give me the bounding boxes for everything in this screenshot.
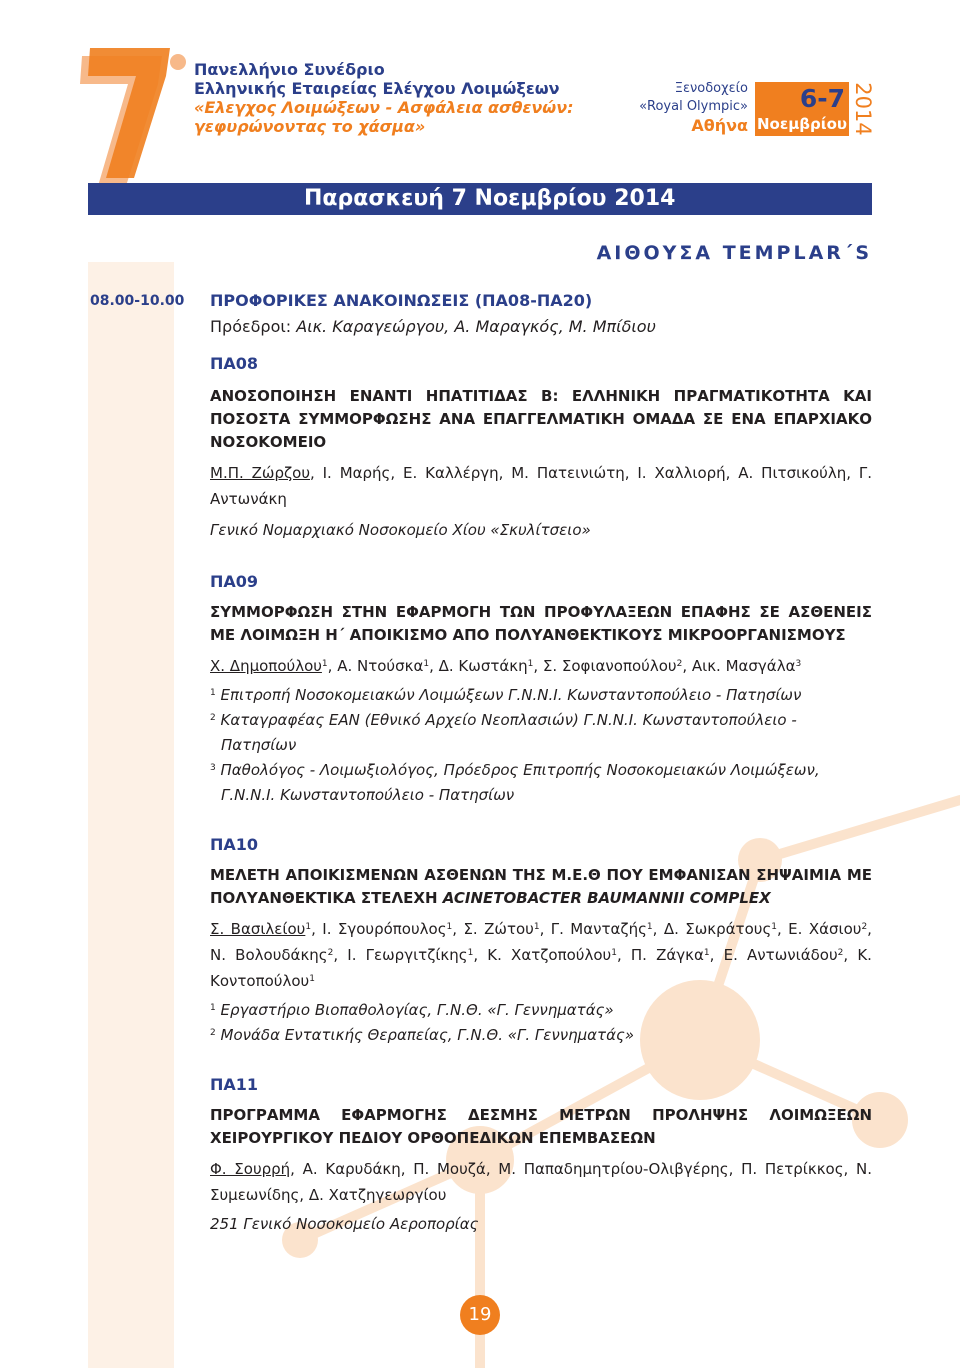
pa11-title: ΠΡΟΓΡΑΜΜΑ ΕΦΑΡΜΟΓΗΣ ΔΕΣΜΗΣ ΜΕΤΡΩΝ ΠΡΟΛΗΨΗΣ ΛΟΙΜΩΞΕΩΝ ΧΕΙΡΟΥΡΓΙΚΟΥ ΠΕΔΙΟΥ ΟΡΘΟΠΕΔΙΚΩΝ ΕΠΕΜΒΑΣΕΩΝ: [210, 1106, 872, 1147]
author-affiliation-index: 1: [611, 948, 617, 958]
author-separator: ,: [843, 946, 858, 964]
author-name: Αικ. Μασγάλα: [691, 657, 796, 675]
author-affiliation-index: 1: [703, 948, 710, 958]
author-affiliation-index: 1: [467, 948, 474, 958]
author-name: Γ. Μανταζής: [550, 920, 647, 938]
author-name: Ε. Αντωνιάδου: [723, 946, 838, 964]
session-time: 08.00-10.00: [90, 293, 185, 309]
affiliation-index: 1: [210, 688, 216, 698]
affiliation-line: [210, 683, 872, 708]
affiliation-index: 1: [210, 1003, 216, 1013]
author-separator: ,: [333, 946, 348, 964]
pa11-presenter: Φ. Σουρρή: [210, 1160, 291, 1178]
pa08-code: ΠΑ08: [210, 354, 259, 373]
pa08-presenter: Μ.Π. Ζώρζου: [210, 464, 310, 482]
author-name: Σ. Βασιλείου: [210, 920, 306, 938]
author-separator: ,: [533, 657, 543, 675]
pa08-title: ΑΝΟΣΟΠΟΙΗΣΗ ΕΝΑΝΤΙ ΗΠΑΤΙΤΙΔΑΣ Β: ΕΛΛΗΝΙΚΗ ΠΡΑΓΜΑΤΙΚΟΤΗΤΑ ΚΑΙ ΠΟΣΟΣΤΑ ΣΥΜΜΟΡΦΩΣΗΣ ΑΝΑ ΕΠΑΓΓΕΛΜΑΤΙΚΗ ΟΜΑΔΑ ΣΕ ΕΝΑ ΕΠΑΡΧΙΑΚΟ ΝΟΣΟΚΟΜΕΙΟ: [210, 387, 872, 451]
author-separator: ,: [682, 657, 692, 675]
author-name: Δ. Κωστάκη: [438, 657, 528, 675]
author-separator: ,: [452, 920, 464, 938]
author-name: Χ. Δημοπούλου: [210, 657, 322, 675]
author-affiliation-index: 1: [771, 922, 777, 932]
pa11-authors: [210, 1156, 872, 1208]
affiliation-text: Καταγραφέας ΕΑΝ (Εθνικό Αρχείο Νεοπλασιών) Γ.Ν.Ν.Ι. Κωνσταντοπούλειο - Πατησίων: [215, 711, 797, 754]
chairs-names: Αικ. Καραγεώργου, Α. Μαραγκός, Μ. Μπίδιου: [296, 317, 656, 336]
affiliation-text: Εργαστήριο Βιοπαθολογίας, Γ.Ν.Θ. «Γ. Γεννηματάς»: [215, 1001, 614, 1019]
date-box: [755, 82, 849, 136]
affiliation-text: Παθολόγος - Λοιμωξιολόγος, Πρόεδρος Επιτροπής Νοσοκομειακών Λοιμώξεων, Γ.Ν.Ν.Ι. Κωνσταντοπούλειο - Πατησίων: [215, 761, 820, 804]
conference-seven-logo: [74, 44, 194, 194]
affiliation-text: Επιτροπή Νοσοκομειακών Λοιμώξεων Γ.Ν.Ν.Ι. Κωνσταντοπούλειο - Πατησίων: [215, 686, 802, 704]
author-affiliation-index: 1: [527, 659, 534, 669]
affiliation-line: [210, 758, 872, 808]
pa09-affiliations: [210, 683, 872, 808]
author-name: Δ. Σωκράτους: [663, 920, 772, 938]
pa11-affiliation: 251 Γενικό Νοσοκομείο Αεροπορίας: [210, 1215, 479, 1233]
pa08-coauthors: , Ι. Μαρής, Ε. Καλλέργη, Μ. Πατεινιώτη, Ι. Χαλλιορή, Α. Πιτσικούλη, Γ. Αντωνάκη: [210, 464, 872, 508]
affiliation-index: 2: [210, 1028, 216, 1038]
venue-label: Ξενοδοχείο: [674, 81, 748, 96]
pa11-coauthors: , Α. Καρυδάκη, Π. Μουζά, Μ. Παπαδημητρίου-Ολιβγέρης, Π. Πετρίκκος, Ν. Συμεωνίδης, Δ. Χατζηγεωργίου: [210, 1160, 872, 1204]
venue-city: Αθήνα: [691, 116, 748, 135]
author-separator: ,: [539, 920, 551, 938]
affiliation-index: 2: [210, 713, 216, 723]
conference-year: [850, 82, 876, 136]
venue-hotel: «Royal Olympic»: [639, 99, 748, 114]
conference-title-line2: Ελληνικής Εταιρείας Ελέγχου Λοιμώξεων: [194, 79, 560, 98]
conference-title-line3: «Ελεγχος Λοιμώξεων - Ασφάλεια ασθενών:: [194, 98, 574, 117]
pa11-code: ΠΑ11: [210, 1075, 259, 1094]
conference-title-line1: Πανελλήνιο Συνέδριο: [194, 60, 385, 79]
conference-days: 6-7: [799, 84, 845, 113]
pa10-title: [210, 864, 872, 910]
author-affiliation-index: 1: [423, 659, 430, 669]
pa09-authors: [210, 653, 872, 679]
author-name: Π. Ζάγκα: [630, 946, 704, 964]
conference-title: [194, 60, 574, 136]
author-name: Κ. Χατζοπούλου: [487, 946, 612, 964]
chairs-label: Πρόεδροι:: [210, 317, 292, 336]
author-separator: ,: [652, 920, 664, 938]
pa10-title-plain: ΜΕΛΕΤΗ ΑΠΟΙΚΙΣΜΕΝΩΝ ΑΣΘΕΝΩΝ ΤΗΣ Μ.Ε.Θ ΠΟΥ ΕΜΦΑΝΙΣΑΝ ΣΗΨΑΙΜΙΑ ΜΕ ΠΟΛΥΑΝΘΕΚΤΙΚΑ ΣΤΕΛΕΧΗ: [210, 866, 872, 907]
conference-title-line4: γεφυρώνοντας το χάσμα»: [194, 117, 426, 136]
author-affiliation-index: 1: [321, 659, 328, 669]
author-affiliation-index: 1: [533, 922, 540, 932]
session-chairs: [210, 314, 872, 340]
author-separator: ,: [709, 946, 724, 964]
author-affiliation-index: 1: [646, 922, 653, 932]
author-name: Α. Ντούσκα: [337, 657, 424, 675]
author-affiliation-index: 1: [309, 974, 315, 984]
author-separator: ,: [311, 920, 323, 938]
venue-block: [630, 80, 748, 136]
author-separator: ,: [473, 946, 488, 964]
author-name: Σ. Σοφιανοπούλου: [542, 657, 677, 675]
author-affiliation-index: 2: [837, 948, 844, 958]
session-title: ΠΡΟΦΟΡΙΚΕΣ ΑΝΑΚΟΙΝΩΣΕΙΣ (ΠΑ08-ΠΑ20): [210, 291, 593, 310]
author-affiliation-index: 2: [861, 922, 868, 932]
affiliation-line: [210, 998, 872, 1023]
author-separator: ,: [616, 946, 631, 964]
author-affiliation-index: 1: [305, 922, 312, 932]
pa09-code: ΠΑ09: [210, 572, 259, 591]
author-affiliation-index: 1: [446, 922, 453, 932]
day-title: Παρασκευή 7 Νοεμβρίου 2014: [304, 186, 676, 211]
author-affiliation-index: 3: [795, 659, 802, 669]
hall-name: ΑΙΘΟΥΣΑ TEMPLAR΄S: [596, 242, 872, 264]
author-separator: ,: [429, 657, 439, 675]
author-name: Ε. Χάσιου: [788, 920, 862, 938]
affiliation-line: [210, 1023, 872, 1048]
affiliation-index: 3: [210, 763, 216, 773]
affiliation-text: Μονάδα Εντατικής Θεραπείας, Γ.Ν.Θ. «Γ. Γεννηματάς»: [215, 1026, 635, 1044]
author-separator: ,: [327, 657, 338, 675]
pa09-title: ΣΥΜΜΟΡΦΩΣΗ ΣΤΗΝ ΕΦΑΡΜΟΓΗ ΤΩΝ ΠΡΟΦΥΛΑΞΕΩΝ ΕΠΑΦΗΣ ΣΕ ΑΣΘΕΝΕΙΣ ΜΕ ΛΟΙΜΩΞΗ Η΄ ΑΠΟΙΚΙΣΜΟ ΑΠΟ ΠΟΛΥΑΝΘΕΚΤΙΚΟΥΣ ΜΙΚΡΟΟΡΓΑΝΙΣΜΟΥΣ: [210, 603, 872, 644]
author-name: Ι. Σγουρόπουλος: [322, 920, 447, 938]
author-name: Κ. Κοντοπούλου: [210, 946, 872, 990]
conference-year-text: 2014: [851, 82, 875, 136]
author-name: Ι. Γεωργιτζίκης: [347, 946, 468, 964]
conference-month: Νοεμβρίου: [757, 115, 847, 133]
pa10-affiliations: [210, 998, 872, 1048]
author-name: Ν. Βολουδάκης: [210, 946, 328, 964]
author-affiliation-index: 2: [676, 659, 683, 669]
author-separator: ,: [867, 920, 872, 938]
pa10-title-organism: ACINETOBACTER BAUMANNII COMPLEX: [442, 889, 771, 907]
page-number: 19: [460, 1295, 500, 1335]
day-bar: [88, 183, 872, 215]
pa08-affiliation: Γενικό Νομαρχιακό Νοσοκομείο Χίου «Σκυλίτσειο»: [210, 521, 591, 539]
pa10-code: ΠΑ10: [210, 835, 259, 854]
pa10-authors: [210, 916, 872, 994]
author-affiliation-index: 2: [327, 948, 334, 958]
left-time-strip: [88, 262, 174, 1368]
affiliation-line: [210, 708, 872, 758]
program-content: [210, 288, 872, 1237]
author-separator: ,: [776, 920, 789, 938]
pa08-authors: [210, 460, 872, 512]
author-name: Σ. Ζώτου: [463, 920, 534, 938]
